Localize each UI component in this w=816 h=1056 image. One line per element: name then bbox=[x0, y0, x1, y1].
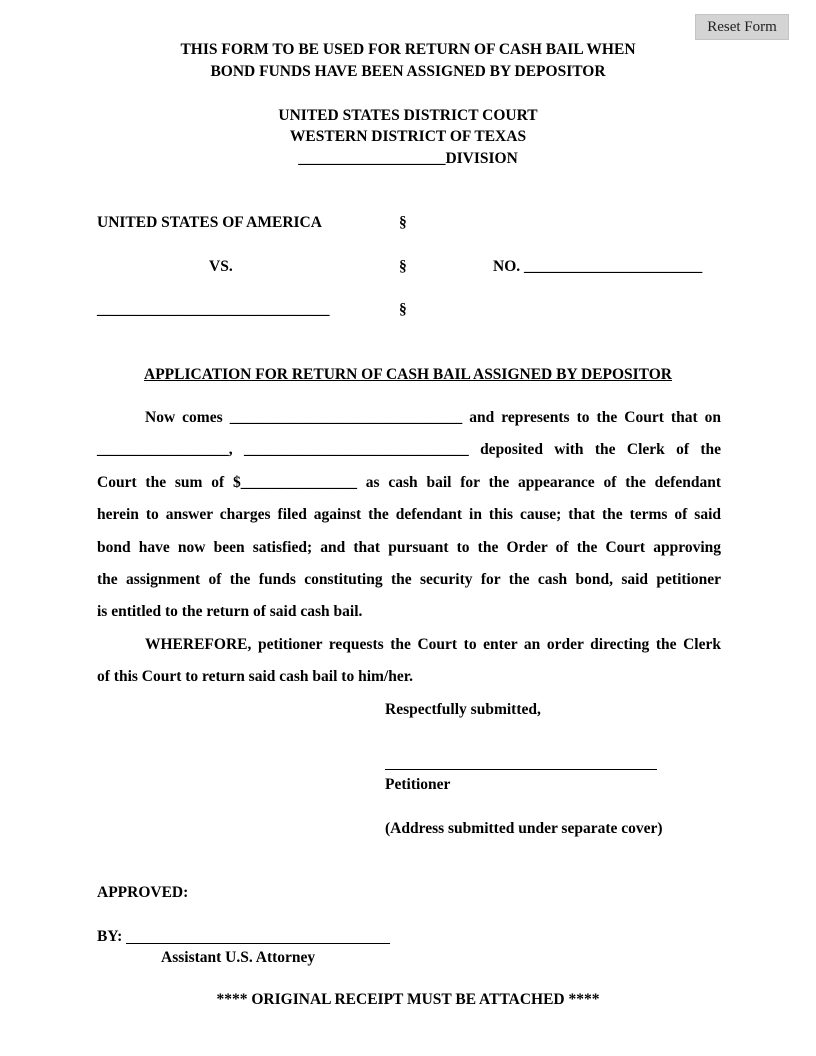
paragraph-line-2 bbox=[97, 441, 721, 459]
plaintiff-name: UNITED STATES OF AMERICA bbox=[97, 214, 322, 231]
comma: , bbox=[228, 441, 233, 458]
header-line-1: THIS FORM TO BE USED FOR RETURN OF CASH BAIL WHEN bbox=[180, 41, 636, 58]
address-note: (Address submitted under separate cover) bbox=[385, 820, 663, 837]
attorney-label: Assistant U.S. Attorney bbox=[161, 949, 316, 966]
court-division bbox=[0, 150, 816, 168]
court-district: WESTERN DISTRICT OF TEXAS bbox=[289, 128, 527, 145]
case-number bbox=[493, 258, 702, 276]
petitioner-label: Petitioner bbox=[385, 776, 451, 793]
deposit-date-field[interactable]: _________________ bbox=[97, 441, 229, 458]
paragraph-line-3 bbox=[97, 474, 721, 492]
reset-form-button[interactable]: Reset Form bbox=[695, 14, 789, 40]
case-no-label: NO. bbox=[493, 258, 521, 275]
cash-bail-text: as cash bail for the appearance of the defendant bbox=[365, 474, 721, 491]
paragraph-line-9: of this Court to return said cash bail to him/her. bbox=[97, 668, 414, 685]
section-symbol-2: § bbox=[399, 258, 407, 275]
by-label: BY: bbox=[97, 928, 123, 945]
respectfully-submitted: Respectfully submitted, bbox=[385, 701, 541, 718]
header-line-2: BOND FUNDS HAVE BEEN ASSIGNED BY DEPOSITOR bbox=[210, 63, 606, 80]
section-symbol-3: § bbox=[399, 301, 407, 318]
division-label: DIVISION bbox=[445, 150, 518, 167]
defendant-field[interactable]: ______________________________ bbox=[97, 301, 330, 318]
case-no-field[interactable]: _______________________ bbox=[524, 258, 703, 275]
petitioner-name-field[interactable]: ______________________________ bbox=[229, 409, 463, 426]
receipt-notice: **** ORIGINAL RECEIPT MUST BE ATTACHED **** bbox=[216, 991, 600, 1008]
deposited-text: deposited with the Clerk of the bbox=[480, 441, 722, 458]
section-symbol-1: § bbox=[399, 214, 407, 231]
approved-label: APPROVED: bbox=[97, 884, 189, 901]
paragraph-line-4: herein to answer charges filed against the defendant in this cause; that the terms of said bbox=[97, 506, 721, 523]
paragraph-line-6: the assignment of the funds constituting the security for the cash bond, said petitioner bbox=[97, 571, 721, 588]
division-field[interactable]: ___________________ bbox=[298, 150, 446, 167]
application-title: APPLICATION FOR RETURN OF CASH BAIL ASSIGNED BY DEPOSITOR bbox=[144, 366, 672, 383]
sum-text: Court the sum of $ bbox=[97, 474, 241, 491]
paragraph-line-7: is entitled to the return of said cash bail. bbox=[97, 603, 363, 620]
paragraph-line-1 bbox=[97, 409, 721, 427]
amount-field[interactable]: _______________ bbox=[240, 474, 357, 491]
depositor-name-field[interactable]: _____________________________ bbox=[243, 441, 469, 458]
attorney-signature-line[interactable] bbox=[126, 943, 390, 944]
versus-label: VS. bbox=[209, 258, 233, 275]
petitioner-signature-line[interactable] bbox=[385, 769, 657, 770]
paragraph-line-5: bond have now been satisfied; and that pursuant to the Order of the Court approving bbox=[97, 539, 721, 556]
represents-text: and represents to the Court that on bbox=[469, 409, 722, 426]
court-name: UNITED STATES DISTRICT COURT bbox=[278, 107, 538, 124]
paragraph-line-8: WHEREFORE, petitioner requests the Court to enter an order directing the Clerk bbox=[145, 636, 721, 653]
now-comes-text: Now comes bbox=[145, 409, 223, 426]
